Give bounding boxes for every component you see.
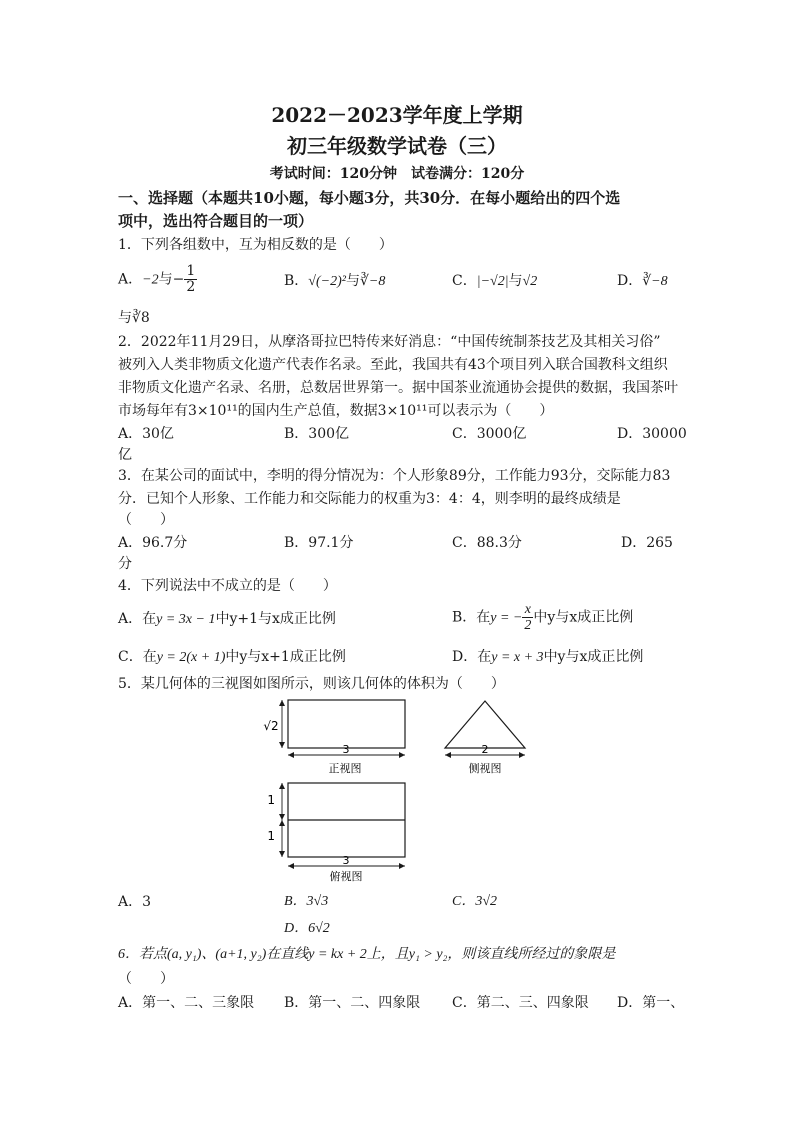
side-view (445, 701, 525, 775)
q1-stem: 1．下列各组数中，互为相反数的是（ ） (118, 237, 393, 253)
exam-info: 考试时间：120分钟 试卷满分：120分 (269, 166, 525, 182)
q1-a-label: A． (118, 271, 143, 288)
section-heading-line1: 一、选择题（本题共10小题，每小题3分，共30分．在每小题给出的四个选 (118, 189, 621, 207)
arrow-up-icon (279, 820, 285, 826)
arrow-down-icon (279, 851, 285, 857)
q1-a-numerator: 1 (186, 263, 196, 279)
side-view-triangle (445, 701, 525, 748)
q1-c-label: C． (452, 273, 477, 289)
q3-option-a: A．96.7分 (118, 535, 188, 551)
front-width-label: 3 (342, 743, 350, 756)
q1-b-label: B． (284, 273, 309, 289)
q6-option-a: A．第一、二、三象限 (118, 995, 255, 1011)
q1-b-expr: √(−2)² (308, 274, 346, 289)
q4-stem: 4．下列说法中不成立的是（ ） (118, 578, 337, 594)
q1-d-label: D． (617, 273, 643, 289)
q3-line2: 分．已知个人形象、工作能力和交际能力的权重为3：4：4，则李明的最终成绩是 (118, 491, 621, 507)
section-heading-line2: 项中，选出符合题目的一项） (118, 212, 314, 230)
arrow-down-icon (279, 742, 285, 748)
q4-d-equation: y = x + 3 (491, 650, 544, 665)
q4-a-equation: y = 3x − 1 (156, 612, 216, 627)
arrow-left-icon (288, 863, 294, 869)
front-view-rect (288, 700, 405, 748)
front-height-label: √2 (263, 719, 279, 733)
q4-b-post: 中y与x成正比例 (533, 609, 634, 626)
q5-option-d: D．6√2 (284, 921, 330, 936)
arrow-left-icon (445, 752, 451, 758)
q4-a-pre: A．在 (118, 611, 157, 627)
q4-d-pre: D．在 (452, 649, 492, 665)
q4-a-post: 中y+1与x成正比例 (215, 611, 336, 627)
q2-line2: 被列入人类非物质文化遗产代表作名录。至此，我国共有43个项目列入联合国教科文组织 (118, 357, 668, 373)
top-view (267, 783, 405, 883)
side-width-label: 2 (481, 743, 489, 756)
arrow-left-icon (288, 752, 294, 758)
front-view-caption: 正视图 (328, 762, 362, 775)
arrow-right-icon (399, 863, 405, 869)
q1-c-expr2: √2 (522, 274, 538, 289)
q3-line1: 3．在某公司的面试中，李明的得分情况为：个人形象89分，工作能力93分，交际能力83 (118, 468, 671, 484)
front-view (263, 700, 405, 775)
top-width-label: 3 (342, 854, 350, 867)
q2-line1: 2．2022年11月29日，从摩洛哥拉巴特传来好消息：“中国传统制茶技艺及其相关习俗” (118, 334, 661, 350)
q1-option-d-continued: 与∛8 (118, 310, 150, 326)
arrow-right-icon (399, 752, 405, 758)
arrow-up-icon (279, 700, 285, 706)
q5-option-a: A．3 (118, 894, 152, 910)
q1-d-expr: ∛−8 (642, 274, 668, 289)
q6-line1: 6．若点(a, y₁)、(a+1, y₂)在直线y = kx + 2上，且y₁ > y₂，则该直线所经过的象限是 (118, 947, 616, 962)
top-lower-label: 1 (267, 829, 275, 843)
q2-option-b: B．300亿 (284, 426, 350, 442)
q2-option-c: C．3000亿 (452, 426, 527, 442)
arrow-up-icon (279, 783, 285, 789)
q4-b-numerator: x (522, 602, 533, 618)
q1-c-mid: 与 (508, 273, 523, 289)
q3-option-b: B．97.1分 (284, 535, 354, 551)
exam-title-name: 初三年级数学试卷（三） (287, 134, 507, 158)
q6-option-d: D．第一、 (617, 995, 685, 1011)
q2-line4: 市场每年有3×10¹¹的国内生产总值，数据3×10¹¹可以表示为（ ） (118, 403, 554, 419)
q3-option-d-continued: 分 (118, 556, 132, 572)
side-view-caption: 侧视图 (468, 762, 502, 775)
q3-option-d: D．265 (621, 535, 673, 551)
q1-a-expr: −2 (142, 272, 159, 288)
q1-c-expr: |−√2| (476, 274, 509, 289)
q4-c-equation: y = 2(x + 1) (156, 650, 226, 665)
q1-b-expr2: ∛−8 (359, 274, 386, 289)
q1-a-denominator: 2 (186, 279, 196, 295)
q3-option-c: C．88.3分 (452, 535, 522, 551)
q4-b-denominator: 2 (524, 618, 532, 633)
q2-option-d: D．30000 (617, 426, 687, 442)
q4-b-equation: y = − (490, 610, 523, 626)
q2-line3: 非物质文化遗产名录、名册，总数居世界第一。据中国茶业流通协会提供的数据，我国茶叶 (118, 380, 678, 396)
top-upper-label: 1 (267, 793, 275, 807)
top-view-caption: 俯视图 (329, 870, 363, 883)
q2-option-a: A．30亿 (118, 426, 174, 442)
q4-b-pre: B．在 (452, 609, 491, 626)
q3-line3: （ ） (118, 512, 174, 528)
q4-d-post: 中y与x成正比例 (543, 649, 644, 665)
q2-option-d-continued: 亿 (118, 447, 132, 463)
q4-c-pre: C．在 (118, 649, 157, 665)
exam-title-year: 2022－2023学年度上学期 (271, 103, 523, 127)
q6-line2: （ ） (118, 971, 174, 987)
arrow-right-icon (519, 752, 525, 758)
q4-c-post: 中y与x+1成正比例 (225, 649, 346, 665)
q5-option-c: C．3√2 (452, 894, 498, 909)
q1-a-mid: 与− (158, 271, 185, 288)
q6-option-b: B．第一、二、四象限 (284, 995, 421, 1011)
q5-option-b: B．3√3 (284, 894, 329, 909)
q6-option-c: C．第二、三、四象限 (452, 995, 589, 1011)
arrow-down-icon (279, 814, 285, 820)
q5-stem: 5．某几何体的三视图如图所示，则该几何体的体积为（ ） (118, 676, 505, 692)
q1-b-mid: 与 (345, 273, 360, 289)
